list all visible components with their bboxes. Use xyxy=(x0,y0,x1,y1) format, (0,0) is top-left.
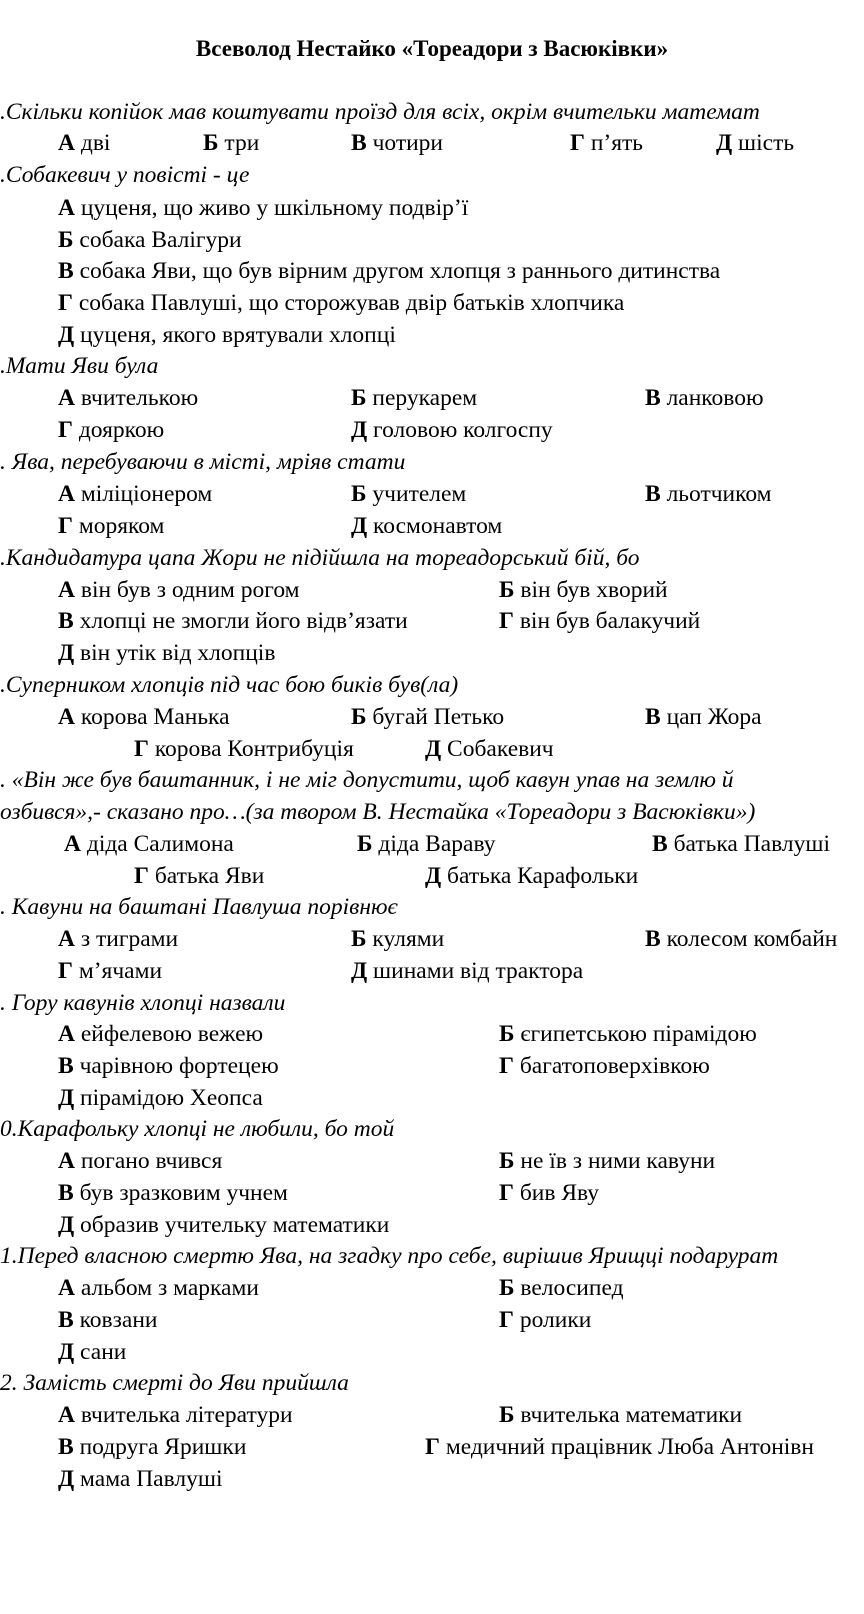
question-5: .Кандидатура цапа Жори не підійшла на тореадорський бій, бо xyxy=(0,545,640,571)
question-6: .Суперником хлопців під час бою биків був(ла) xyxy=(0,672,459,698)
question-11: 1.Перед власною смертю Ява, на згадку про себе, вирішив Ярищці подарурат xyxy=(0,1243,779,1269)
option-6-c: В цап Жора xyxy=(645,704,762,730)
option-3-d: Г дояркою xyxy=(58,417,165,443)
option-10-d: Г бив Яву xyxy=(499,1180,600,1206)
option-3-e: Д головою колгоспу xyxy=(351,417,553,443)
option-1-d: Г п’ять xyxy=(570,130,644,156)
option-4-b: Б учителем xyxy=(351,481,467,507)
question-10: 0.Карафольку хлопці не любили, бо той xyxy=(0,1116,395,1142)
option-1-a: А дві xyxy=(58,130,111,156)
option-4-c: В льотчиком xyxy=(645,481,772,507)
option-8-e: Д шинами від трактора xyxy=(351,958,584,984)
option-2-b: Б собака Валігури xyxy=(58,227,242,253)
option-12-d: Г медичний працівник Люба Антонівн xyxy=(425,1434,814,1460)
option-12-c: В подруга Яришки xyxy=(58,1434,247,1460)
option-10-b: Б не їв з ними кавуни xyxy=(499,1148,716,1174)
option-4-a: А міліціонером xyxy=(58,481,213,507)
option-5-b: Б він був хворий xyxy=(499,577,668,603)
option-7-d: Г батька Яви xyxy=(134,863,265,889)
option-5-a: А він був з одним рогом xyxy=(58,577,300,603)
question-2: .Собакевич у повісті - це xyxy=(0,162,250,188)
option-11-d: Г ролики xyxy=(499,1307,592,1333)
option-1-c: В чотири xyxy=(351,130,443,156)
option-12-a: А вчителька літератури xyxy=(58,1402,293,1428)
option-5-c: В хлопці не змогли його відв’язати xyxy=(58,608,408,634)
option-11-a: А альбом з марками xyxy=(58,1275,259,1301)
option-4-d: Г моряком xyxy=(58,513,165,539)
option-8-c: В колесом комбайн xyxy=(645,926,838,952)
option-9-b: Б єгипетською пірамідою xyxy=(499,1021,757,1047)
option-7-a: А діда Салимона xyxy=(64,831,234,857)
option-12-b: Б вчителька математики xyxy=(499,1402,743,1428)
option-5-d: Г він був балакучий xyxy=(499,608,701,634)
option-7-e: Д батька Карафольки xyxy=(425,863,639,889)
document-title: Всеволод Нестайко «Тореадори з Васюківки» xyxy=(195,36,669,61)
option-9-a: А ейфелевою вежею xyxy=(58,1021,264,1047)
question-8: . Кавуни на баштані Павлуша порівнює xyxy=(0,894,398,920)
option-7-b: Б діда Вараву xyxy=(357,831,496,857)
question-7-continued: озбився»,- сказано про…(за твором В. Нестайка «Тореадори з Васюківки») xyxy=(0,799,756,825)
option-10-c: В був зразковим учнем xyxy=(58,1180,288,1206)
question-9: . Гору кавунів хлопці назвали xyxy=(0,990,286,1016)
option-6-d: Г корова Контрибуція xyxy=(134,736,354,762)
option-2-a: А цуценя, що живо у шкільному подвір’ї xyxy=(58,195,469,221)
option-12-e: Д мама Павлуші xyxy=(58,1466,223,1492)
option-6-e: Д Собакевич xyxy=(425,736,554,762)
option-6-b: Б бугай Петько xyxy=(351,704,505,730)
question-4: . Ява, перебуваючи в місті, мріяв стати xyxy=(0,449,406,475)
option-9-d: Г багатоповерхівкою xyxy=(499,1053,710,1079)
option-1-b: Б три xyxy=(203,130,260,156)
option-11-e: Д сани xyxy=(58,1339,127,1365)
option-2-e: Д цуценя, якого врятували хлопці xyxy=(58,322,396,348)
option-6-a: А корова Манька xyxy=(58,704,230,730)
option-1-e: Д шість xyxy=(716,130,795,156)
question-7: . «Він же був баштанник, і не міг допустити, щоб кавун упав на землю й xyxy=(0,767,734,793)
option-11-c: В ковзани xyxy=(58,1307,158,1333)
option-9-c: В чарівною фортецею xyxy=(58,1053,279,1079)
option-9-e: Д пірамідою Хеопса xyxy=(58,1085,263,1111)
option-8-d: Г м’ячами xyxy=(58,958,163,984)
option-5-e: Д він утік від хлопців xyxy=(58,640,276,666)
question-3: .Мати Яви була xyxy=(0,353,159,379)
option-10-e: Д образив учительку математики xyxy=(58,1212,390,1238)
option-11-b: Б велосипед xyxy=(499,1275,624,1301)
question-1: .Скільки копійок мав коштувати проїзд для всіх, окрім вчительки математ xyxy=(0,99,760,125)
question-12: 2. Замість смерті до Яви прийшла xyxy=(0,1370,349,1396)
option-8-a: А з тиграми xyxy=(58,926,179,952)
option-4-e: Д космонавтом xyxy=(351,513,503,539)
option-8-b: Б кулями xyxy=(351,926,445,952)
option-7-c: В батька Павлуші xyxy=(652,831,830,857)
option-2-d: Г собака Павлуші, що сторожував двір батьків хлопчика xyxy=(58,290,625,316)
option-3-a: А вчителькою xyxy=(58,385,199,411)
option-3-c: В ланковою xyxy=(645,385,764,411)
option-2-c: В собака Яви, що був вірним другом хлопця з раннього дитинства xyxy=(58,258,721,284)
option-3-b: Б перукарем xyxy=(351,385,478,411)
option-10-a: А погано вчився xyxy=(58,1148,223,1174)
